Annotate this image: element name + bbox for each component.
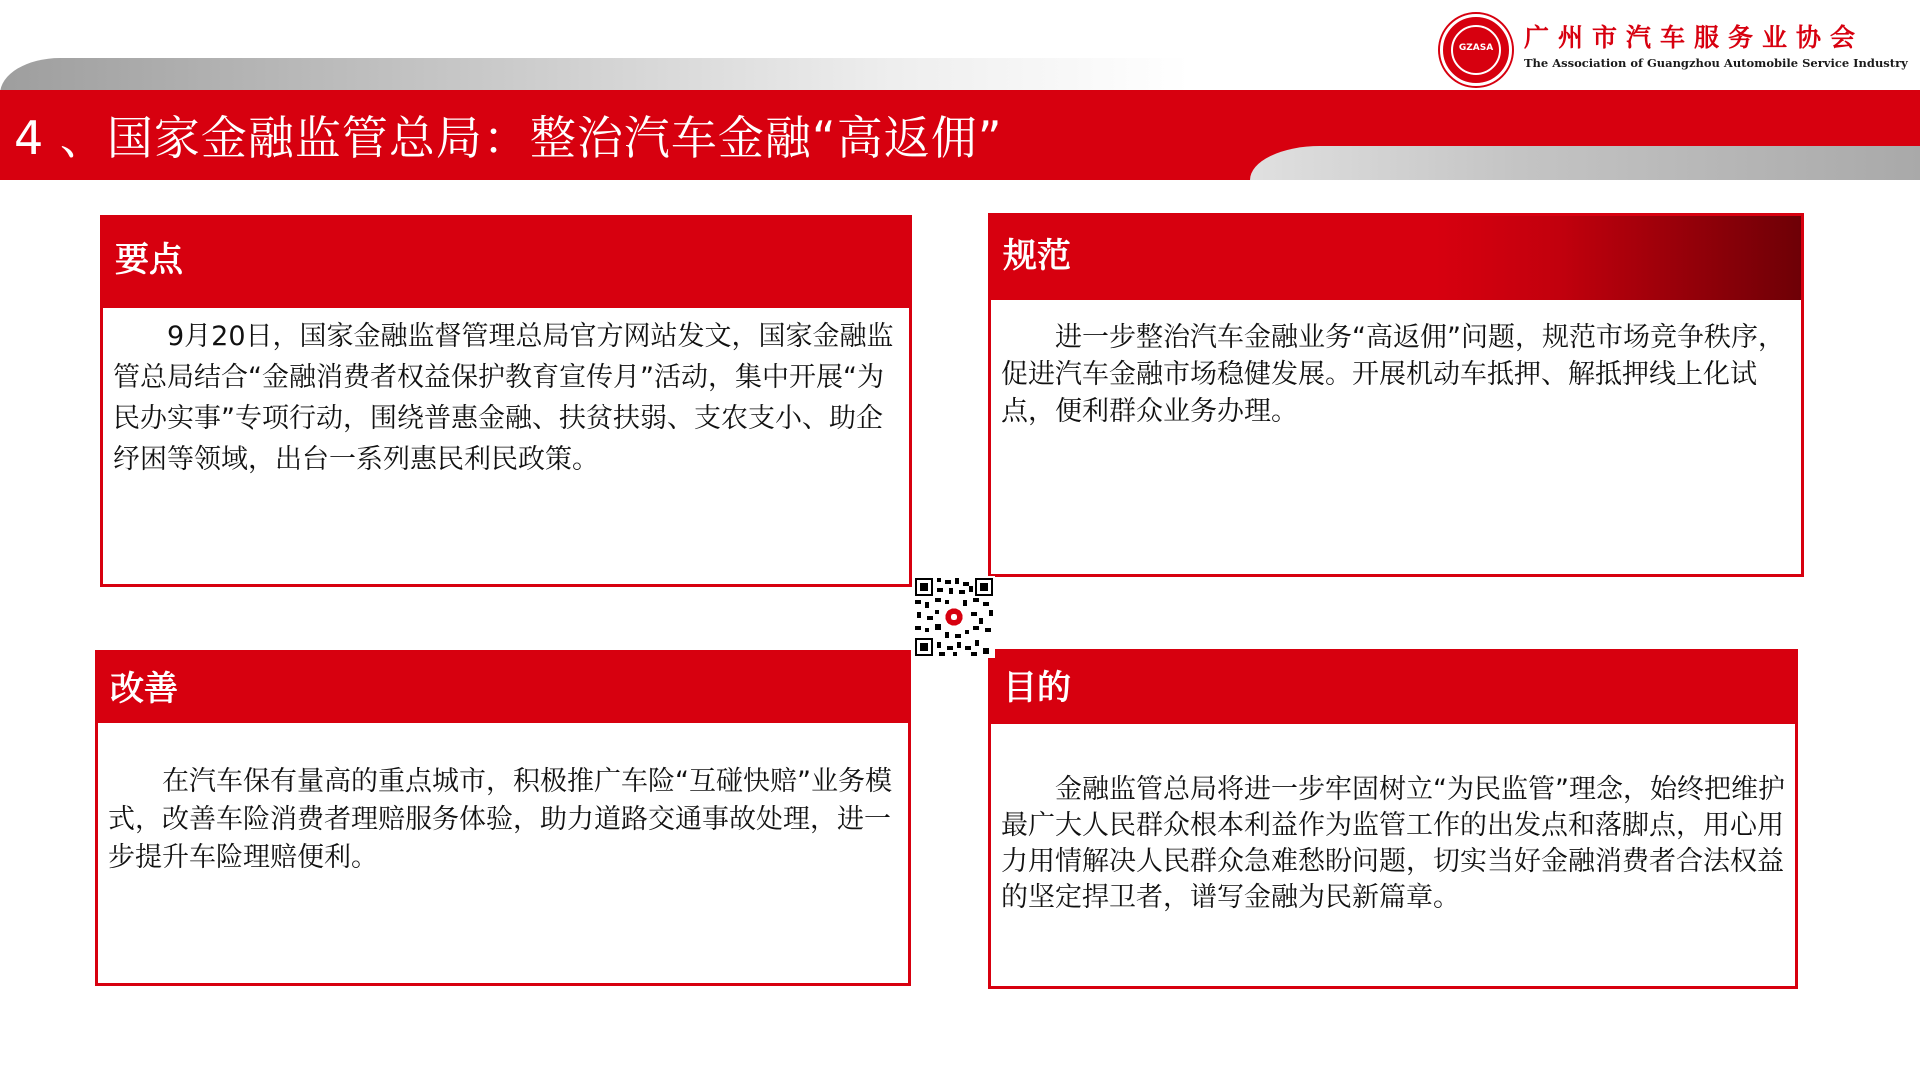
seal-text: GZASA [1458, 43, 1494, 53]
card-purpose-body: 金融监管总局将进一步牢固树立“为民监管”理念，始终把维护最广大人民群众根本利益作为监管工作的出发点和落脚点，用心用力用情解决人民群众急难愁盼问题，切实当好金融消费者合法权益的坚定捍卫者，谱写金融为民新篇章。 [1001, 774, 1785, 913]
qr-code-icon[interactable] [913, 576, 995, 658]
slide-title: 4 、国家金融监管总局：整治汽车金融“高返佣” [14, 111, 1003, 165]
card-points-body: 9月20日，国家金融监督管理总局官方网站发文，国家金融监管总局结合“金融消费者权益保护教育宣传月”活动，集中开展“为民办实事”专项行动，围绕普惠金融、扶贫扶弱、支农支小、助企纾困等领域，出台一系列惠民利民政策。 [113, 321, 894, 475]
card-improve [95, 650, 911, 986]
card-purpose-title: 目的 [991, 652, 1795, 724]
card-norms-title: 规范 [991, 216, 1801, 300]
logo-name-cn: 广州市汽车服务业协会 [1524, 23, 1865, 52]
card-norms-body: 进一步整治汽车金融业务“高返佣”问题，规范市场竞争秩序，促进汽车金融市场稳健发展。开展机动车抵押、解抵押线上化试点，便利群众业务办理。 [1001, 322, 1785, 427]
card-purpose [988, 649, 1798, 989]
card-points [100, 215, 912, 587]
logo-name-en: The Association of Guangzhou Automobile Service Industry [1524, 56, 1908, 70]
top-decor-swoosh [0, 58, 1190, 94]
card-improve-body: 在汽车保有量高的重点城市，积极推广车险“互碰快赔”业务模式，改善车险消费者理赔服务体验，助力道路交通事故处理，进一步提升车险理赔便利。 [108, 766, 892, 873]
card-points-title: 要点 [103, 218, 909, 308]
association-seal-icon [1440, 14, 1512, 86]
title-decor-swoosh [1250, 146, 1920, 180]
association-logo [1440, 12, 1920, 88]
card-norms [988, 213, 1804, 577]
card-improve-title: 改善 [98, 653, 908, 723]
